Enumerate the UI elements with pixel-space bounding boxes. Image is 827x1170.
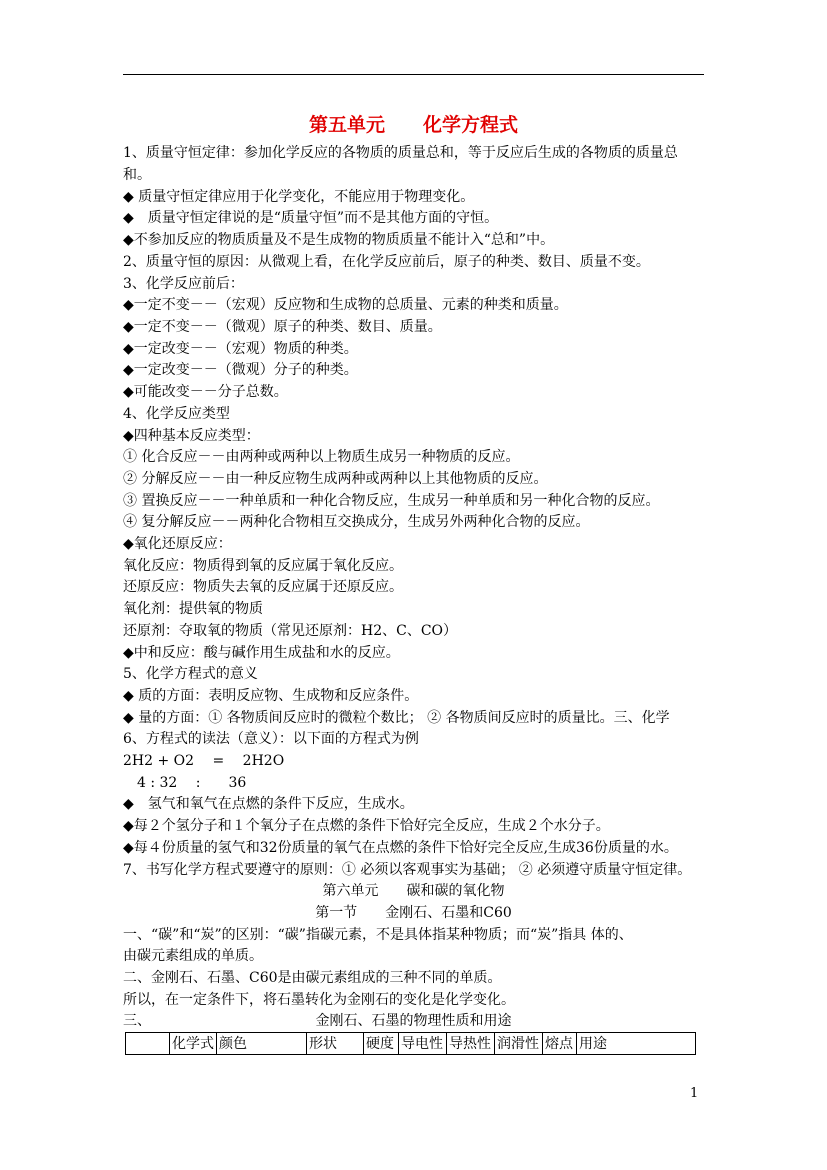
text-line: 3、化学反应前后： (123, 276, 244, 292)
text-line: ① 化合反应－－由两种或两种以上物质生成另一种物质的反应。 (123, 449, 520, 465)
text-line: ◆ 氢气和氧气在点燃的条件下反应，生成水。 (123, 796, 414, 812)
text-line: ◆可能改变－－分子总数。 (123, 384, 288, 400)
text-line: ◆一定改变－－（宏观）物质的种类。 (123, 341, 358, 357)
table-header-cell: 润滑性 (495, 1033, 543, 1055)
table-header-cell: 形状 (307, 1033, 364, 1055)
text-line: ◆一定不变－－（宏观）反应物和生成物的总质量、元素的种类和质量。 (123, 297, 568, 313)
text-line: 2、质量守恒的原因：从微观上看，在化学反应前后，原子的种类、数目、质量不变。 (123, 254, 650, 270)
text-line: ◆氧化还原反应： (123, 536, 232, 552)
page-title: 第五单元 化学方程式 (308, 114, 518, 136)
section-subtitle: 第一节 金刚石、石墨和C60 (315, 905, 512, 921)
equation-line: 2H2 + O2 = 2H2O (123, 753, 285, 769)
table-header-cell: 用途 (577, 1033, 696, 1055)
table-header-cell: 熔点 (543, 1033, 577, 1055)
header-rule (123, 74, 704, 75)
text-line: ◆每４份质量的氢气和32份质量的氧气在点燃的条件下恰好完全反应,生成36份质量的水。 (123, 840, 678, 856)
text-line: 4、化学反应类型 (123, 406, 230, 422)
text-line: 氧化剂：提供氧的物质 (123, 601, 263, 617)
table-header-cell: 颜色 (217, 1033, 307, 1055)
table-header-cell (126, 1033, 170, 1055)
text-line: ◆ 质的方面：表明反应物、生成物和反应条件。 (123, 688, 419, 704)
text-line: 一、“碳”和“炭”的区别：“碳”指碳元素，不是具体指某种物质；而“炭”指具 体的、 (123, 927, 633, 943)
text-line: ◆一定不变－－（微观）原子的种类、数目、质量。 (123, 319, 442, 335)
unit-title: 第六单元 碳和碳的氧化物 (322, 883, 505, 899)
page-number: 1 (690, 1086, 699, 1101)
table-header-cell: 导电性 (399, 1033, 447, 1055)
text-line: ◆一定改变－－（微观）分子的种类。 (123, 362, 358, 378)
text-line: 5、化学方程式的意义 (123, 666, 258, 682)
text-line: ◆每２个氢分子和１个氧分子在点燃的条件下恰好完全反应，生成２个水分子。 (123, 818, 610, 834)
text-line: 和。 (123, 167, 151, 183)
text-line: ◆ 质量守恒定律说的是“质量守恒”而不是其他方面的守恒。 (123, 210, 499, 226)
text-line: 由碳元素组成的单质。 (123, 948, 263, 964)
table-label: 三、 (123, 1013, 151, 1029)
text-line: ◆ 量的方面：① 各物质间反应时的微粒个数比； ② 各物质间反应时的质量比。三、化学 (123, 710, 670, 726)
table-header-cell: 导热性 (447, 1033, 495, 1055)
table-header-row (126, 1033, 696, 1055)
table-header-cell: 硬度 (364, 1033, 399, 1055)
text-line: ◆ 质量守恒定律应用于化学变化，不能应用于物理变化。 (123, 189, 475, 205)
text-line: 1、质量守恒定律：参加化学反应的各物质的质量总和，等于反应后生成的各物质的质量总 (123, 145, 678, 161)
text-line: ◆不参加反应的物质质量及不是生成物的物质质量不能计入“总和”中。 (123, 232, 555, 248)
table-header-cell: 化学式 (170, 1033, 217, 1055)
text-line: 7、书写化学方程式要遵守的原则：① 必须以客观事实为基础； ② 必须遵守质量守恒定律。 (123, 862, 692, 878)
text-line: ◆中和反应：酸与碱作用生成盐和水的反应。 (123, 645, 400, 661)
text-line: 还原剂：夺取氧的物质（常见还原剂：H2、C、CO） (123, 623, 458, 639)
equation-ratio-line: 4 : 32 : 36 (123, 775, 247, 791)
text-line: ④ 复分解反应－－两种化合物相互交换成分，生成另外两种化合物的反应。 (123, 514, 590, 530)
properties-table (125, 1032, 696, 1055)
text-line: ◆四种基本反应类型： (123, 428, 260, 444)
text-line: 二、金刚石、石墨、C60是由碳元素组成的三种不同的单质。 (123, 970, 502, 986)
text-line: 还原反应：物质失去氧的反应属于还原反应。 (123, 579, 403, 595)
text-line: ② 分解反应－－由一种反应物生成两种或两种以上其他物质的反应。 (123, 471, 548, 487)
text-line: 所以，在一定条件下，将石墨转化为金刚石的变化是化学变化。 (123, 992, 515, 1008)
table-caption: 金刚石、石墨的物理性质和用途 (315, 1013, 512, 1029)
text-line: ③ 置换反应－－一种单质和一种化合物反应，生成另一种单质和另一种化合物的反应。 (123, 493, 660, 509)
text-line: 6、方程式的读法（意义）：以下面的方程式为例 (123, 731, 419, 747)
text-line: 氧化反应：物质得到氧的反应属于氧化反应。 (123, 558, 403, 574)
